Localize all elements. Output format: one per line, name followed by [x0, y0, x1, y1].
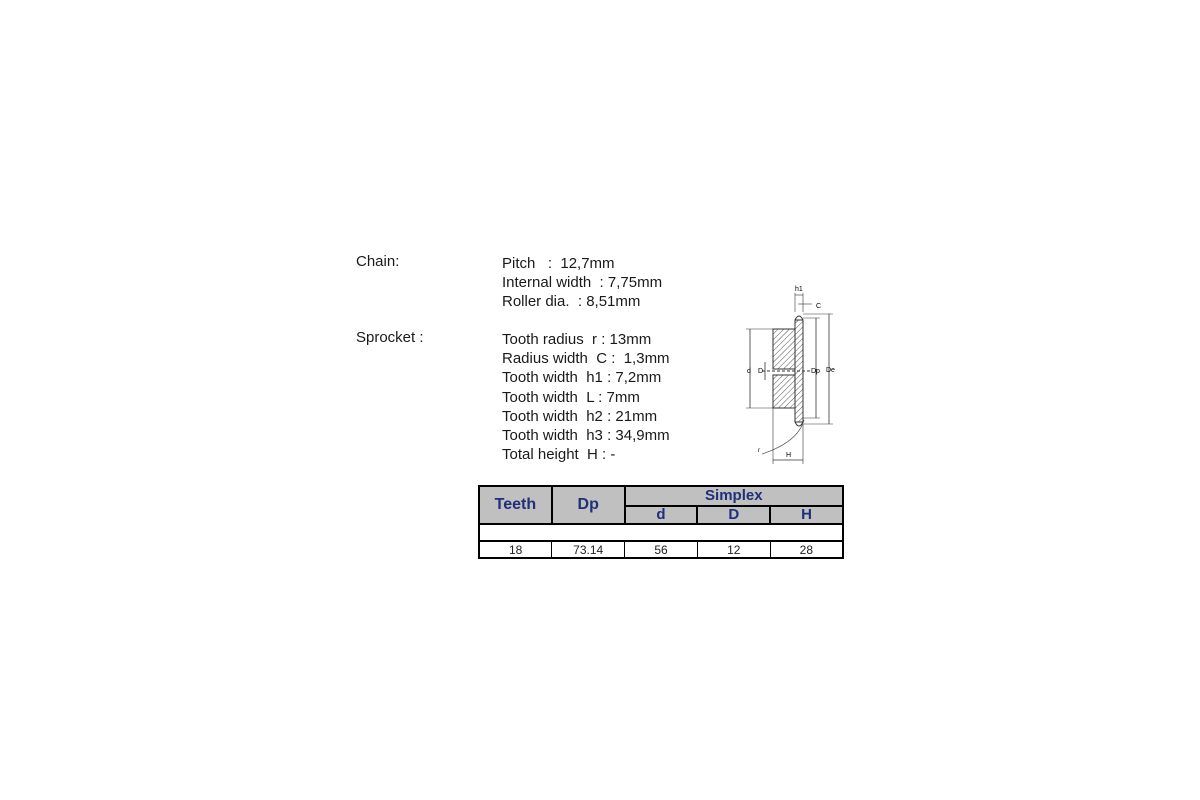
r-label: r	[758, 448, 760, 454]
de-label: De	[826, 367, 835, 374]
header-d: d	[625, 506, 698, 525]
sprocket-spec-tooth-width-h2: Tooth width h2 : 21mm	[502, 407, 658, 425]
cell-teeth: 18	[479, 541, 552, 558]
chain-spec-roller-dia: Roller dia. : 8,51mm	[502, 293, 641, 311]
sprocket-spec-tooth-width-h3: Tooth width h3 : 34,9mm	[502, 427, 670, 445]
header-teeth: Teeth	[479, 486, 552, 524]
chain-label: Chain:	[356, 253, 400, 270]
bore-label: D	[758, 368, 764, 375]
sprocket-spec-list	[502, 330, 670, 464]
table-row	[479, 541, 843, 558]
sprocket-label: Sprocket :	[356, 329, 424, 346]
c-label: C	[816, 303, 822, 310]
sprocket-cross-section-diagram	[740, 282, 850, 467]
header-bore-d: D	[697, 506, 770, 525]
hub-lower-section	[773, 375, 795, 408]
cell-bore-d: 12	[697, 541, 770, 558]
d-label: d	[747, 368, 751, 375]
header-dp: Dp	[552, 486, 625, 524]
h-label: H	[786, 452, 792, 459]
sprocket-spec-total-height: Total height H : -	[502, 446, 616, 464]
chain-spec-pitch: Pitch : 12,7mm	[502, 255, 615, 272]
cell-dp: 73.14	[552, 541, 625, 558]
cell-d: 56	[625, 541, 698, 558]
hub-upper-section	[773, 329, 795, 369]
sprocket-spec-tooth-radius: Tooth radius r : 13mm	[502, 331, 652, 348]
chain-spec-list	[502, 254, 662, 312]
sprocket-spec-radius-width: Radius width C : 1,3mm	[502, 350, 670, 368]
sprocket-spec-tooth-width-l: Tooth width L : 7mm	[502, 388, 640, 406]
chain-spec-internal-width: Internal width : 7,75mm	[502, 274, 663, 292]
dp-label: Dp	[811, 368, 820, 375]
sprocket-dimensions-table	[478, 485, 844, 559]
header-simplex: Simplex	[625, 486, 843, 506]
sprocket-spec-tooth-width-h1: Tooth width h1 : 7,2mm	[502, 369, 662, 387]
cell-h: 28	[770, 541, 843, 558]
h1-label: h1	[795, 286, 803, 293]
tooth-tip-top	[795, 316, 803, 320]
header-h: H	[770, 506, 843, 525]
